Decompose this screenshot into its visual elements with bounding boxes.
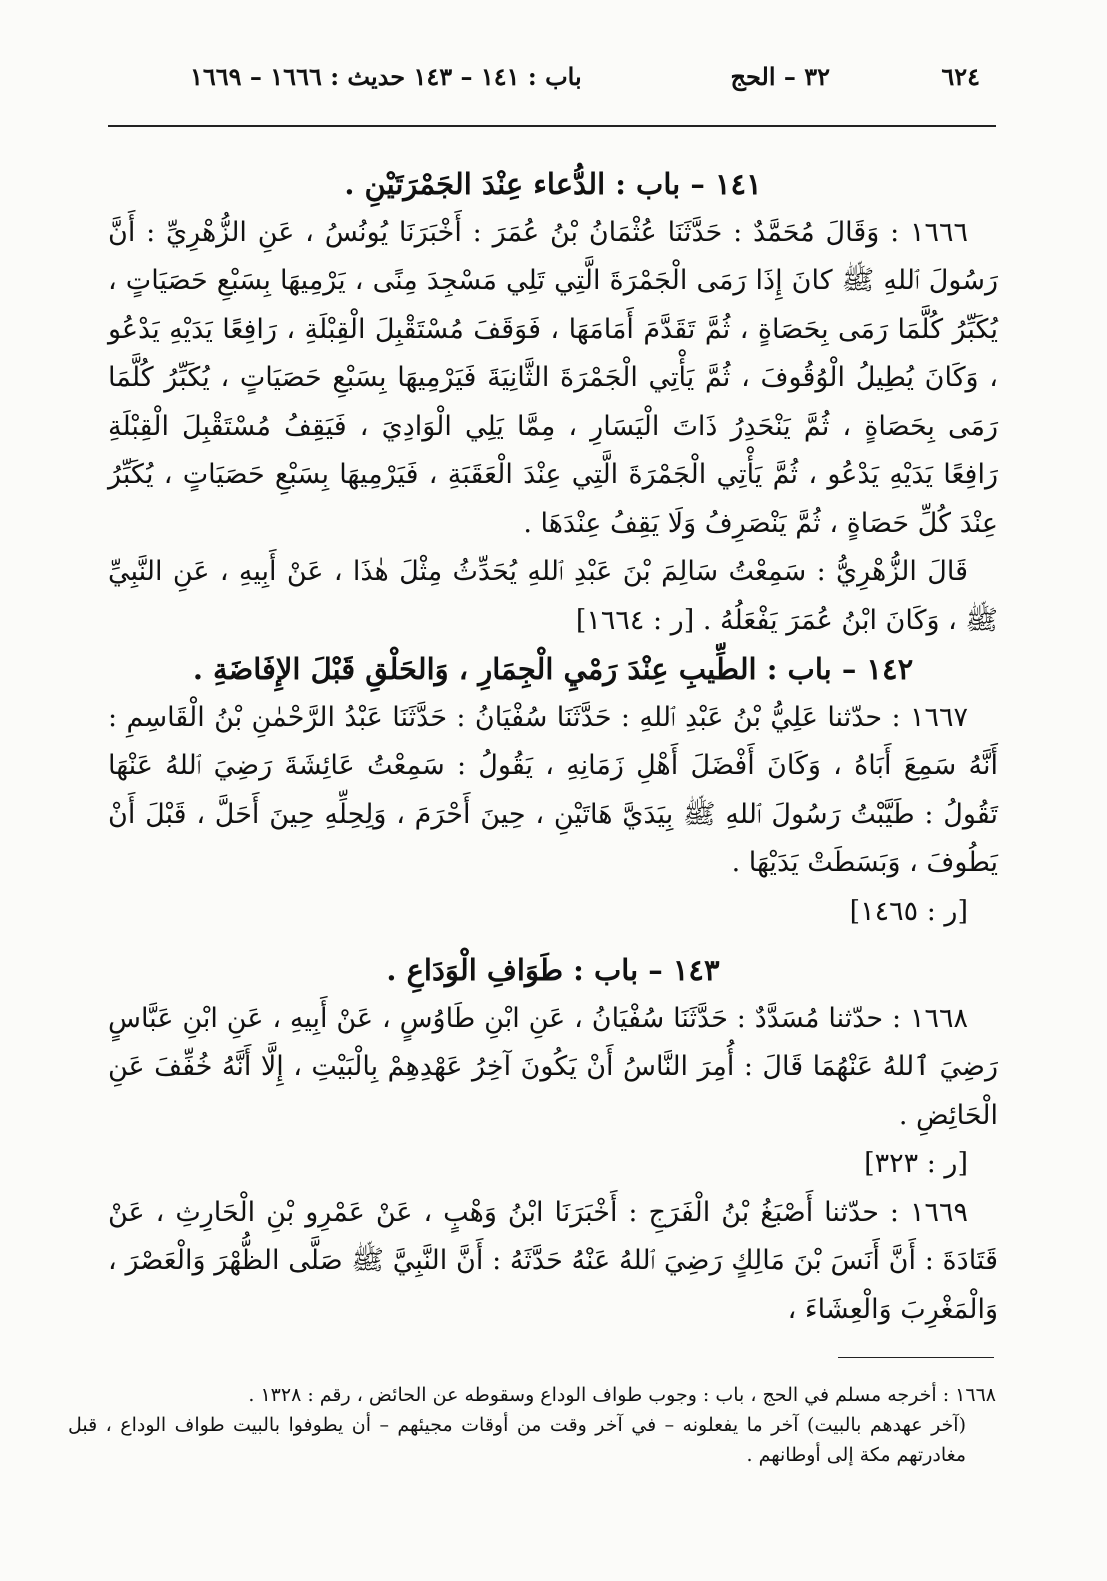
header-rule xyxy=(108,125,996,127)
book-title: ٣٢ – الحج xyxy=(730,62,830,91)
zuhri-note: قَالَ الزُّهْرِيُّ : سَمِعْتُ سَالِمَ بْنَ عَبْدِ ٱللهِ يُحَدِّثُ مِثْلَ هٰذَا ، عَنْ أَبِيهِ ، عَنِ النَّبِيِّ ﷺ ، وَكَانَ ابْنُ عُمَرَ يَفْعَلُهُ . [ر : ١٦٦٤] xyxy=(108,556,998,636)
running-header xyxy=(190,62,980,102)
hadith-1667: ١٦٦٧ : حدّثنا عَلِيُّ بْنُ عَبْدِ ٱللهِ : حَدَّثَنَا سُفْيَانُ : حَدَّثَنَا عَبْدُ الرَّحْمٰنِ بْنُ الْقَاسِمِ : أَنَّهُ سَمِعَ أَبَاهُ ، وَكَانَ أَفْضَلَ أَهْلِ زَمَانِهِ ، يَقُولُ : سَمِعْتُ عَائِشَةَ رَضِيَ ٱللهُ عَنْهَا تَقُولُ : طَيَّبْتُ رَسُولَ ٱللهِ ﷺ بِيَدَيَّ هَاتَيْنِ ، حِينَ أَحْرَمَ ، وَلِحِلِّهِ حِينَ أَحَلَّ ، قَبْلَ أَنْ يَطُوفَ ، وَبَسَطَتْ يَدَيْهَا . xyxy=(108,701,998,878)
footnote-1668: ١٦٦٨ : أخرجه مسلم في الحج ، باب : وجوب طواف الوداع وسقوطه عن الحائض ، رقم : ١٣٢٨ . xyxy=(248,1384,996,1406)
footnote-rule xyxy=(838,1357,994,1358)
footnote-gloss: (آخر عهدهم بالبيت) آخر ما يفعلونه – في آخر وقت من أوقات مجيئهم – أن يطوفوا بالبيت طواف الوداع ، قبل مغادرتهم مكة إلى أوطانهم . xyxy=(68,1414,966,1466)
chapter-142-title: ١٤٢ – باب : الطِّيبِ عِنْدَ رَمْيِ الْجِمَارِ ، وَالحَلْقِ قَبْلَ الإِفَاضَةِ . xyxy=(192,652,914,686)
hadith-1668: ١٦٦٨ : حدّثنا مُسَدَّدٌ : حَدَّثَنَا سُفْيَانُ ، عَنِ ابْنِ طَاوُسٍ ، عَنْ أَبِيهِ ، عَنِ ابْنِ عَبَّاسٍ رَضِيَ ٱللهُ عَنْهُمَا قَالَ : أُمِرَ النَّاسُ أَنْ يَكُونَ آخِرُ عَهْدِهِمْ بِالْبَيْتِ ، إِلَّا أَنَّهُ خُفِّفَ عَنِ الْحَائِضِ . xyxy=(108,1002,998,1131)
hadith-1666: ١٦٦٦ : وَقَالَ مُحَمَّدٌ : حَدَّثَنَا عُثْمَانُ بْنُ عُمَرَ : أَخْبَرَنَا يُونُسُ ، عَنِ الزُّهْرِيِّ : أَنَّ رَسُولَ ٱللهِ ﷺ كانَ إِذَا رَمَى الْجَمْرَةَ الَّتِي تَلِي مَسْجِدَ مِنًى ، يَرْمِيهَا بِسَبْعِ حَصَيَاتٍ ، يُكَبِّرُ كُلَّمَا رَمَى بِحَصَاةٍ ، ثُمَّ تَقَدَّمَ أَمَامَهَا ، فَوَقَفَ مُسْتَقْبِلَ الْقِبْلَةِ ، رَافِعًا يَدَيْهِ يَدْعُو ، وَكَانَ يُطِيلُ الْوُقُوفَ ، ثُمَّ يَأْتِي الْجَمْرَةَ الثَّانِيَةَ فَيَرْمِيهَا بِسَبْعِ حَصَيَاتٍ ، يُكَبِّرُ كُلَّمَا رَمَى بِحَصَاةٍ ، ثُمَّ يَنْحَدِرُ ذَاتَ الْيَسَارِ ، مِمَّا يَلِي الْوَادِيَ ، فَيَقِفُ مُسْتَقْبِلَ الْقِبْلَةِ رَافِعًا يَدَيْهِ يَدْعُو ، ثُمَّ يَأْتِي الْجَمْرَةَ الَّتِي عِنْدَ الْعَقَبَةِ ، فَيَرْمِيهَا بِسَبْعِ حَصَيَاتٍ ، يُكَبِّرُ عِنْدَ كُلِّ حَصَاةٍ ، ثُمَّ يَنْصَرِفُ وَلَا يَقِفُ عِنْدَهَا . xyxy=(108,216,998,539)
hadith-1667-reference: [ر : ١٤٦٥] xyxy=(849,895,968,927)
page-number: ٦٢٤ xyxy=(941,62,980,91)
chapter-141-title: ١٤١ – باب : الدُّعاء عِنْدَ الجَمْرَتَيْنِ . xyxy=(344,167,762,201)
chapter-143-title: ١٤٣ – باب : طَوَافِ الْوَدَاعِ . xyxy=(386,953,720,987)
hadith-1669: ١٦٦٩ : حدّثنا أَصْبَغُ بْنُ الْفَرَجِ : أَخْبَرَنَا ابْنُ وَهْبٍ ، عَنْ عَمْرِو بْنِ الْحَارِثِ ، عَنْ قَتَادَةَ : أَنَّ أَنَسَ بْنَ مَالِكٍ رَضِيَ ٱللهُ عَنْهُ حَدَّثَهُ : أَنَّ النَّبِيَّ ﷺ صَلَّى الظُّهْرَ وَالْعَصْرَ ، وَالْمَغْرِبَ وَالْعِشَاءَ ، xyxy=(108,1196,998,1325)
hadith-1668-reference: [ر : ٣٢٣] xyxy=(864,1148,968,1179)
spacer xyxy=(108,936,998,946)
chapter-hadith-range: باب : ١٤١ – ١٤٣ حديث : ١٦٦٦ – ١٦٦٩ xyxy=(190,62,582,91)
footnotes xyxy=(68,1380,996,1470)
main-text xyxy=(108,160,998,1334)
